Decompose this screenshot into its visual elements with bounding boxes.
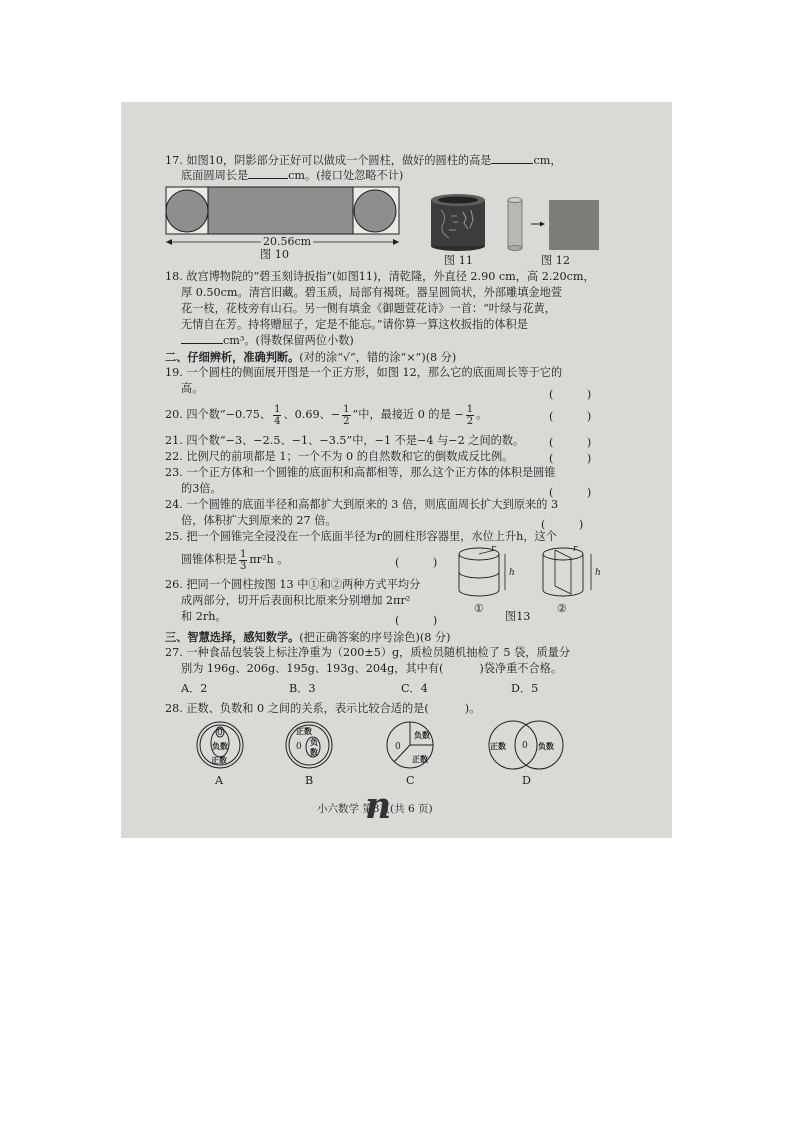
q28-line1: 28. 正数、负数和 0 之间的关系，表示比较合适的是( )。 xyxy=(165,702,481,715)
q20: 20. 四个数“−0.75、 $\frac{1}{4}$ 、0.69、− $\frac{1}{2}$ ”中，最接近 0 的是 − $\frac{1}{2}$ 。 xyxy=(165,403,488,427)
figure-12-cylinder-unrolled xyxy=(503,196,603,254)
section-3-heading: 三、智慧选择，感知数学。(把正确答案的序号涂色)(8 分) xyxy=(165,630,451,644)
q23-answer-box[interactable]: ( ) xyxy=(549,486,592,499)
q27-option-b[interactable]: B．3 xyxy=(289,682,316,695)
q28-label-a[interactable]: A xyxy=(215,774,224,787)
q18-line1: 18. 故宫博物院的“碧玉刻诗扳指”(如图11)，清乾隆，外直径 2.90 cm，高 2.20cm， xyxy=(165,270,595,283)
exam-page xyxy=(121,102,672,838)
q26-line1: 26. 把同一个圆柱按图 13 中①和②两种方式平均分 xyxy=(165,578,421,591)
fig13-r-label-1: r xyxy=(491,544,496,554)
q20-answer-box[interactable]: ( ) xyxy=(549,410,592,423)
q28-a-positive: 正数 xyxy=(211,755,227,765)
q28-c-positive: 正数 xyxy=(412,754,428,764)
q22-answer-box[interactable]: ( ) xyxy=(549,452,592,465)
q23-line2: 的3倍。 xyxy=(181,482,222,495)
q17-line2: 底面圆周长是 cm。(接口处忽略不计) xyxy=(181,169,404,182)
q28-label-d[interactable]: D xyxy=(522,774,531,787)
q27-line2: 别为 196g、206g、195g、193g、204g，其中有( )袋净重不合格。 xyxy=(181,662,563,675)
q28-b-negative-top: 负 xyxy=(310,737,318,747)
q28-d-positive: 正数 xyxy=(490,741,506,751)
q28-label-b[interactable]: B xyxy=(305,774,314,787)
q26-line2: 成两部分，切开后表面积比原来分别增加 2πr² xyxy=(181,594,411,607)
q27-option-c[interactable]: C．4 xyxy=(401,682,428,695)
figure-11-jade-ring xyxy=(427,192,489,252)
q25-line2: 圆锥体积是 $\frac{1}{3}$ πr²h 。 xyxy=(181,548,289,572)
fig13-r-label-2: r xyxy=(573,544,578,554)
section-2-heading: 二、仔细辨析，准确判断。(对的涂“√”，错的涂“×”)(8 分) xyxy=(165,350,457,364)
q18-line5: cm³。(得数保留两位小数) xyxy=(181,334,354,348)
q19-answer-box[interactable]: ( ) xyxy=(549,388,592,401)
q21: 21. 四个数“−3、−2.5、−1、−3.5”中，−1 不是−4 与−2 之间的数。 xyxy=(165,434,525,447)
q28-b-positive: 正数 xyxy=(296,726,312,736)
page-footer: 小六数学 第3页(共 6 页) xyxy=(317,803,433,815)
q24-line2: 倍，体积扩大到原来的 27 倍。 xyxy=(181,514,337,527)
q18-line4: 无情自在芳。持将赠屈子，定是不能忘。”请你算一算这枚扳指的体积是 xyxy=(181,318,528,331)
figure-13-cylinder-cuts xyxy=(451,542,601,602)
q17-line1: 17. 如图10，阴影部分正好可以做成一个圆柱，做好的圆柱的高是 cm， xyxy=(165,154,562,167)
fig12-caption: 图 12 xyxy=(541,254,570,267)
q22: 22. 比例尺的前项都是 1；一个不为 0 的自然数和它的倒数成反比例。 xyxy=(165,450,514,463)
q19-line1: 19. 一个圆柱的侧面展开图是一个正方形，如图 12，那么它的底面周长等于它的 xyxy=(165,366,563,379)
fig13-h-label-2: h xyxy=(595,568,601,578)
q28-label-c[interactable]: C xyxy=(406,774,415,787)
q28-c-zero: 0 xyxy=(395,742,401,752)
q18-line3: 花一枝，花枝旁有山石。另一侧有填金《御题萱花诗》一首：“叶绿与花黄， xyxy=(181,302,556,315)
q21-answer-box[interactable]: ( ) xyxy=(549,436,592,449)
q23-line1: 23. 一个正方体和一个圆锥的底面积和高都相等，那么这个正方体的体积是圆锥 xyxy=(165,466,556,479)
fig13-caption: 图13 xyxy=(505,610,531,623)
q28-b-zero: 0 xyxy=(296,742,302,752)
q28-d-negative: 负数 xyxy=(538,741,554,751)
q28-b-negative-bottom: 数 xyxy=(310,747,318,757)
q27-option-a[interactable]: A．2 xyxy=(181,682,208,695)
q26-line3: 和 2rh。 xyxy=(181,610,227,623)
fig13-label-2: ② xyxy=(557,602,568,615)
fig13-label-1: ① xyxy=(474,602,485,615)
q28-a-negative: 负数 xyxy=(212,741,228,751)
q18-line2: 厚 0.50cm。清宫旧藏。碧玉质，局部有褐斑。器呈圆筒状，外部雕填金地萱 xyxy=(181,286,562,299)
fig10-caption: 图 10 xyxy=(260,248,289,261)
q25-line1: 25. 把一个圆锥完全浸没在一个底面半径为r的圆柱形容器里，水位上升h，这个 xyxy=(165,530,557,543)
q27-line1: 27. 一种食品包装袋上标注净重为（200±5）g，质检员随机抽检了 5 袋，质量分 xyxy=(165,646,571,659)
q25-answer-box[interactable]: ( ) xyxy=(395,556,438,569)
footer-watermark-mark: n xyxy=(365,785,392,827)
fig10-dimension: 20.56cm xyxy=(263,235,312,248)
q28-c-negative: 负数 xyxy=(414,730,430,740)
q24-line1: 24. 一个圆锥的底面半径和高都扩大到原来的 3 倍，则底面周长扩大到原来的 3 xyxy=(165,498,559,511)
fig11-caption: 图 11 xyxy=(444,254,473,267)
q28-a-zero: 0 xyxy=(217,728,223,738)
q19-line2: 高。 xyxy=(181,382,204,395)
fig13-h-label-1: h xyxy=(509,568,515,578)
q28-d-zero: 0 xyxy=(522,741,528,751)
q24-answer-box[interactable]: ( ) xyxy=(541,518,584,531)
q26-answer-box[interactable]: ( ) xyxy=(395,614,438,627)
q27-option-d[interactable]: D．5 xyxy=(511,682,539,695)
